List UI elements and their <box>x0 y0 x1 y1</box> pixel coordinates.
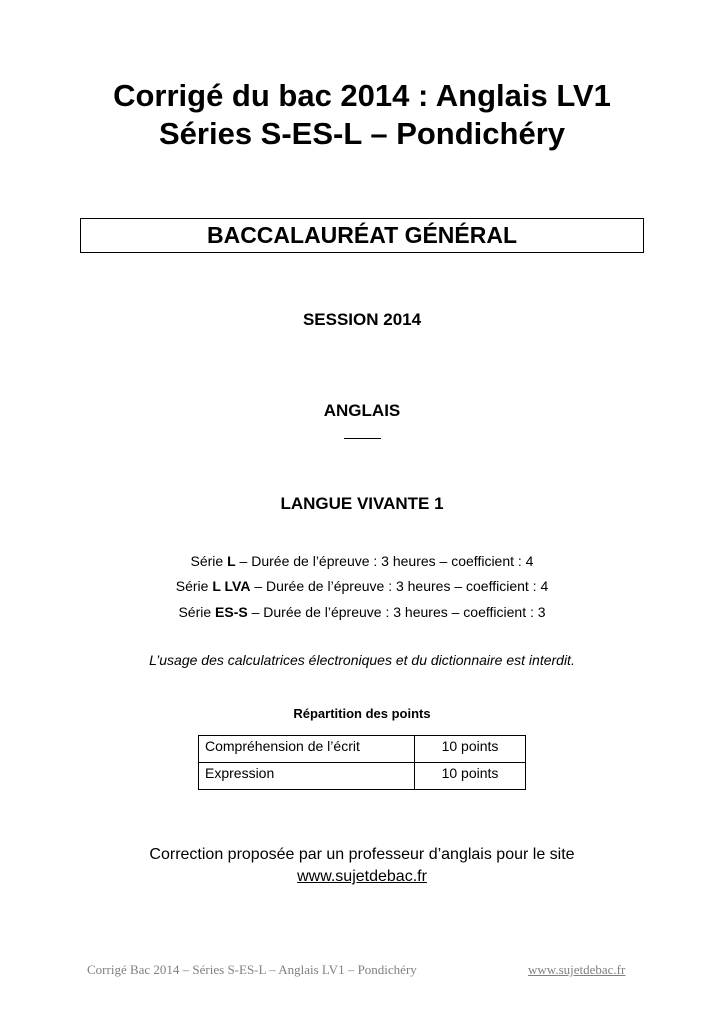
table-cell-label: Expression <box>199 763 415 790</box>
subject-heading: ANGLAIS <box>323 401 401 420</box>
langue-heading: LANGUE VIVANTE 1 <box>280 494 444 513</box>
subject-separator <box>344 438 381 439</box>
correction-link-wrap <box>0 867 724 887</box>
serie-code: L <box>227 553 236 569</box>
serie-details: – Durée de l’épreuve : 3 heures – coefficient : 4 <box>250 578 549 594</box>
serie-line <box>0 553 724 569</box>
serie-code: ES-S <box>215 604 248 620</box>
serie-code: L LVA <box>212 578 251 594</box>
points-table <box>198 735 526 790</box>
correction-text: Correction proposée par un professeur d’anglais pour le site <box>149 846 575 863</box>
serie-prefix: Série <box>175 578 213 594</box>
serie-details: – Durée de l’épreuve : 3 heures – coefficient : 4 <box>235 553 534 569</box>
serie-line <box>0 604 724 620</box>
table-row <box>199 763 526 790</box>
table-cell-label: Compréhension de l’écrit <box>199 736 415 763</box>
site-link[interactable]: www.sujetdebac.fr <box>297 868 427 885</box>
footer-title: Corrigé Bac 2014 – Séries S-ES-L – Anglais LV1 – Pondichéry <box>87 962 417 977</box>
table-cell-points: 10 points <box>415 763 526 790</box>
repartition-title: Répartition des points <box>293 706 431 721</box>
document-title-line-1: Corrigé du bac 2014 : Anglais LV1 <box>113 78 611 113</box>
calculator-notice: L’usage des calculatrices électroniques et du dictionnaire est interdit. <box>149 652 575 668</box>
document-title-line-2: Séries S-ES-L – Pondichéry <box>158 116 566 151</box>
session-heading: SESSION 2014 <box>302 310 422 329</box>
serie-prefix: Série <box>190 553 228 569</box>
serie-line <box>0 578 724 594</box>
serie-prefix: Série <box>178 604 216 620</box>
footer-site-link[interactable]: www.sujetdebac.fr <box>528 962 626 977</box>
serie-details: – Durée de l’épreuve : 3 heures – coefficient : 3 <box>247 604 546 620</box>
table-row <box>199 736 526 763</box>
baccalaureat-box: BACCALAURÉAT GÉNÉRAL <box>80 218 644 253</box>
table-cell-points: 10 points <box>415 736 526 763</box>
